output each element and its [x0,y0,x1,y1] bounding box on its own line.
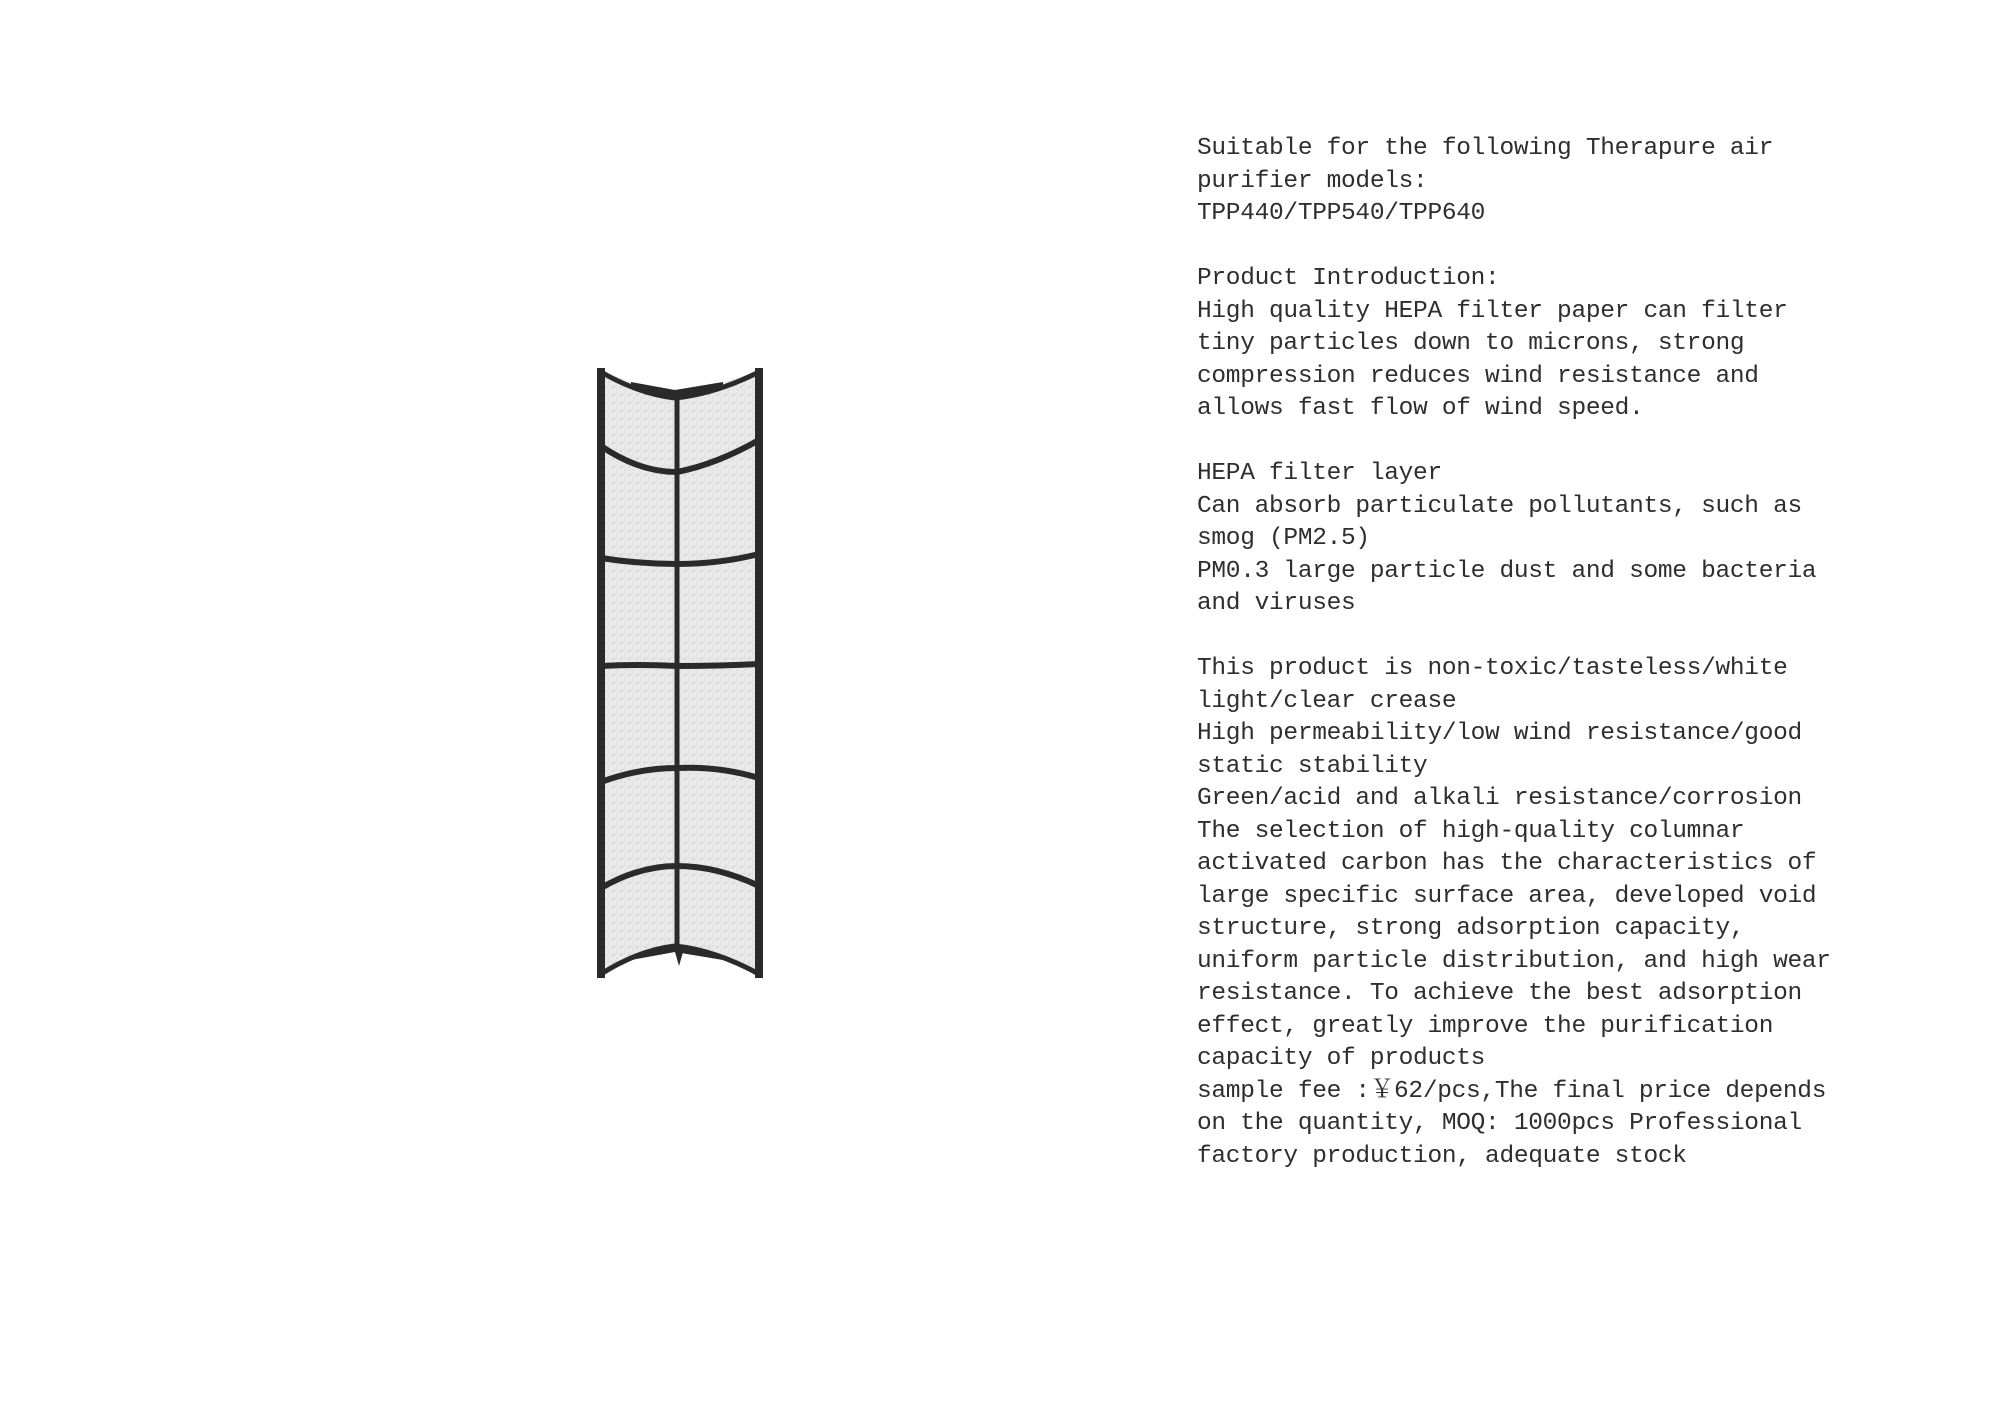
feature-line: activated carbon has the characteristics of [1197,850,1817,877]
intro-line: compression reduces wind resistance and [1197,362,1759,390]
feature-line: effect, greatly improve the purification [1197,1012,1774,1040]
intro-line: High quality HEPA filter paper can filter [1197,297,1788,325]
feature-line: light/clear crease [1197,687,1457,715]
feature-line: static stability [1197,752,1428,780]
feature-line: High permeability/low wind resistance/good [1197,720,1802,747]
stock-line: factory production, adequate stock [1197,1142,1687,1170]
feature-line: capacity of products [1197,1045,1486,1072]
hepa-filter-panel-icon [595,360,765,985]
model-list: TPP440/TPP540/TPP640 [1197,200,1486,227]
product-description [1197,133,1831,1173]
intro-line: allows fast flow of wind speed. [1197,395,1644,422]
compat-line: Suitable for the following Therapure air [1197,135,1774,162]
feature-line: large specific surface area, developed void [1197,882,1817,910]
intro-heading: Product Introduction: [1197,265,1500,292]
spacer [1197,426,1797,459]
feature-line: resistance. To achieve the best adsorption [1197,980,1802,1007]
moq-line: on the quantity, MOQ: 1000pcs Professional [1197,1110,1802,1137]
hepa-line: PM0.3 large particle dust and some bacteria [1197,557,1817,585]
hepa-heading: HEPA filter layer [1197,460,1442,487]
feature-line: This product is non-toxic/tasteless/white [1197,655,1788,682]
hepa-line: smog (PM2.5) [1197,525,1370,552]
product-image [595,360,765,985]
feature-line: The selection of high-quality columnar [1197,817,1745,845]
spacer [1197,231,1797,264]
price-line: sample fee :￥62/pcs,The final price depends [1197,1077,1827,1105]
spacer [1197,621,1797,654]
intro-line: tiny particles down to microns, strong [1197,330,1745,357]
hepa-line: and viruses [1197,590,1356,617]
feature-line: structure, strong adsorption capacity, [1197,915,1745,942]
feature-line: Green/acid and alkali resistance/corrosion [1197,785,1802,812]
feature-line: uniform particle distribution, and high wear [1197,947,1831,975]
compat-line: purifier models: [1197,167,1428,195]
hepa-line: Can absorb particulate pollutants, such as [1197,492,1802,520]
